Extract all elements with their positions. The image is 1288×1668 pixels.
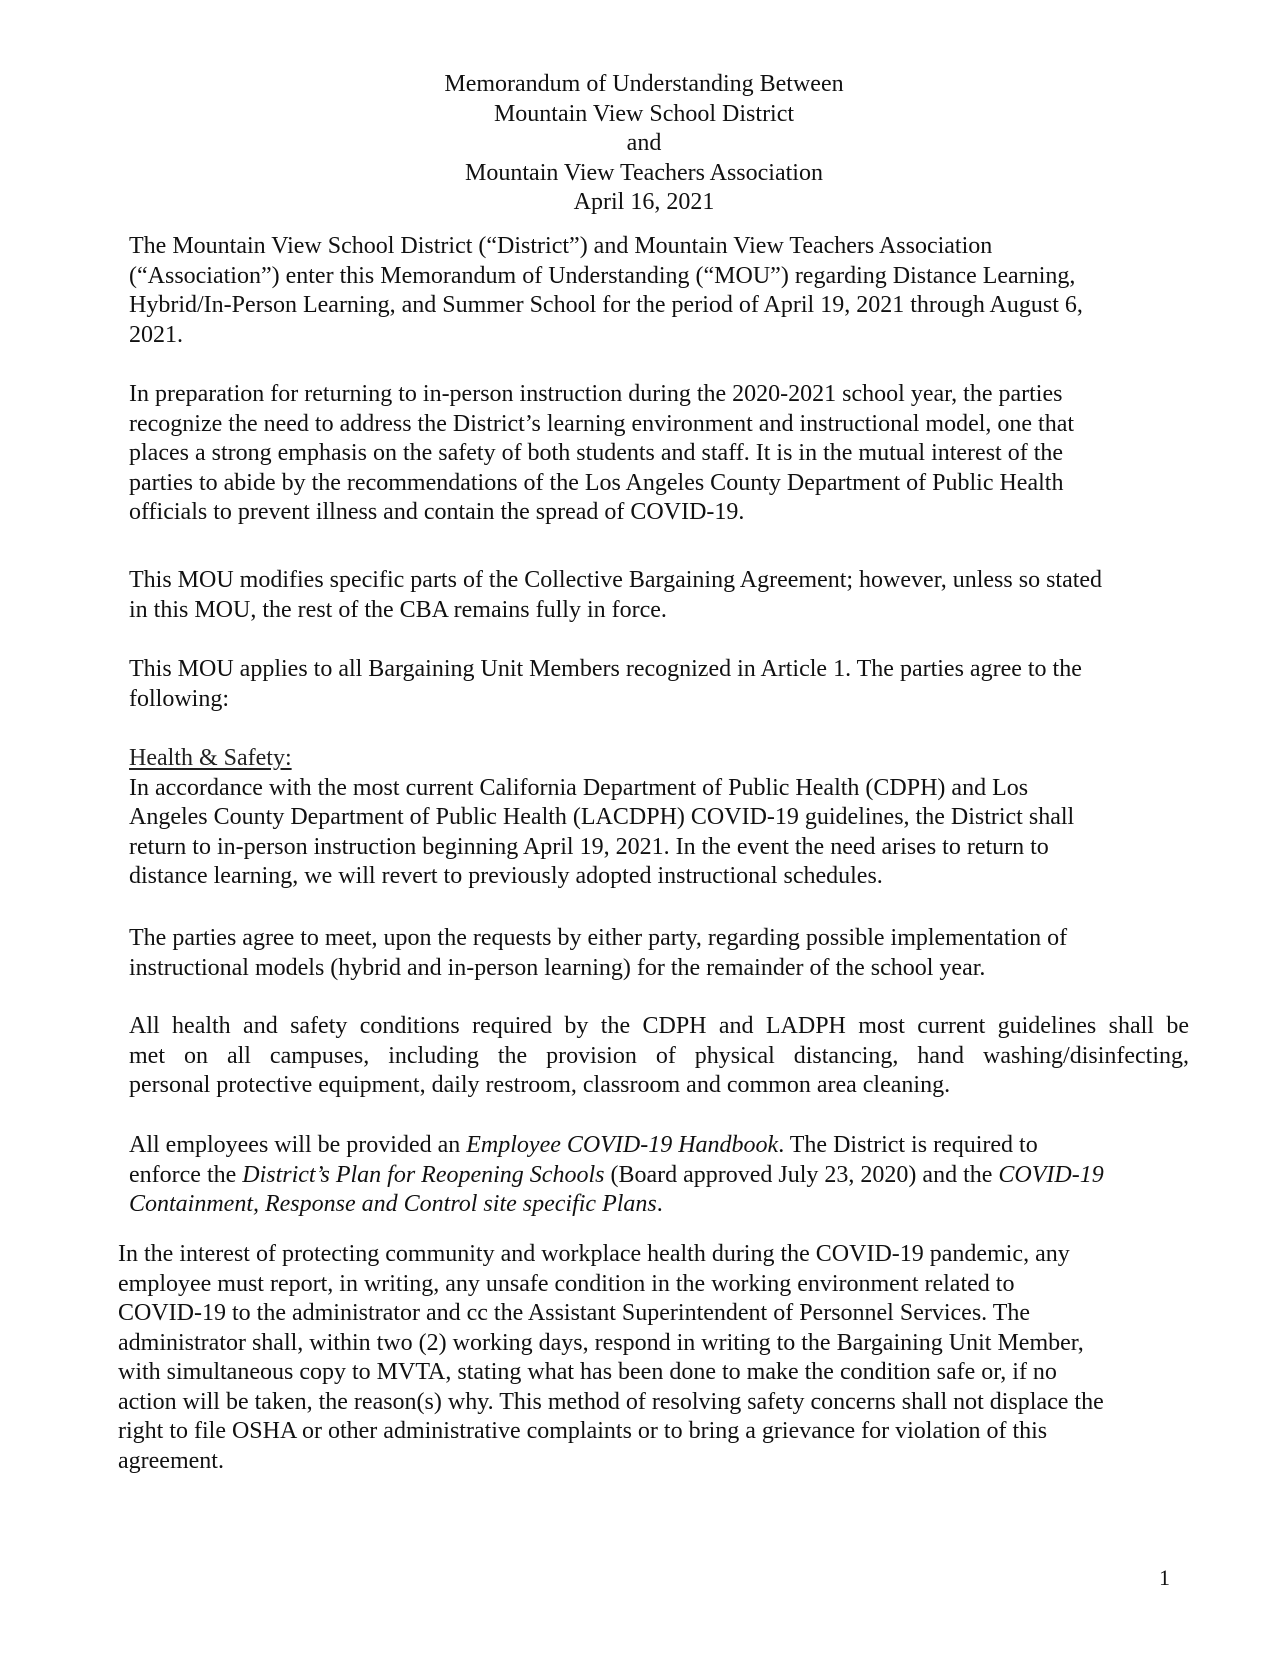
applies-paragraph: This MOU applies to all Bargaining Unit Members recognized in Article 1. The parties agree to the following: bbox=[129, 656, 1082, 712]
containment-plan-title: COVID-19 bbox=[998, 1161, 1104, 1188]
title-line: Mountain View School District bbox=[493, 100, 795, 127]
title-line: Memorandum of Understanding Between bbox=[444, 71, 844, 97]
modifies-paragraph: This MOU modifies specific parts of the Collective Bargaining Agreement; however, unless so stated in this MOU, the rest of the CBA remains fully in force. bbox=[129, 567, 1103, 623]
conditions-paragraph: All health and safety conditions required by the CDPH and LADPH most current guidelines shall be met on all campuses, including the provision of physical distancing, hand washing/disinfecting, personal protective equipment, daily restroom, classroom and common area cleaning. bbox=[129, 1013, 1189, 1098]
title-line: Mountain View Teachers Association bbox=[465, 159, 823, 186]
memo-title bbox=[0, 70, 1288, 218]
intro-paragraph: The Mountain View School District (“District”) and Mountain View Teachers Association (“Association”) enter this Memorandum of Understanding (“MOU”) regarding Distance Learning, Hybrid/In-Person Learning, and Summer School for the period of April 19, 2021 through August 6, 2021. bbox=[129, 233, 1083, 348]
handbook-paragraph: All employees will be provided an Employee COVID-19 Handbook. The District is required to enforce the District’s Plan for Reopening Schools (Board approved July 23, 2020) and the COVID-19 Containment, Response and Control site specific Plans. bbox=[129, 1132, 1104, 1217]
meet-paragraph: The parties agree to meet, upon the requests by either party, regarding possible implementation of instructional models (hybrid and in-person learning) for the remainder of the school year. bbox=[129, 925, 1068, 981]
reopening-plan-title: District’s Plan for Reopening Schools bbox=[242, 1161, 605, 1188]
page-number: 1 bbox=[1159, 1565, 1170, 1590]
health-safety-section: Health & Safety: In accordance with the most current California Department of Public Health (CDPH) and Los Angeles County Department of Public Health (LACDPH) COVID-19 guidelines, the District shall return to in-person instruction beginning April 19, 2021. In the event the need arises to return to distance learning, we will revert to previously adopted instructional schedules. bbox=[129, 744, 1189, 892]
interest-paragraph: In the interest of protecting community and workplace health during the COVID-19 pandemic, any employee must report, in writing, any unsafe condition in the working environment related to COVID-19 to the administrator and cc the Assistant Superintendent of Personnel Services. The administrator shall, within two (2) working days, respond in writing to the Bargaining Unit Member, with simultaneous copy to MVTA, stating what has been done to make the condition safe or, if no action will be taken, the reason(s) why. This method of resolving safety concerns shall not displace the right to file OSHA or other administrative complaints or to bring a grievance for violation of this agreement. bbox=[118, 1241, 1104, 1474]
handbook-title: Employee COVID-19 Handbook bbox=[466, 1132, 779, 1158]
memo-date: April 16, 2021 bbox=[573, 189, 715, 215]
title-line: and bbox=[626, 130, 662, 156]
containment-plan-title-cont: Containment, Response and Control site specific Plans bbox=[129, 1191, 657, 1217]
preparation-paragraph: In preparation for returning to in-person instruction during the 2020-2021 school year, the parties recognize the need to address the District’s learning environment and instructional model, one that places a strong emphasis on the safety of both students and staff. It is in the mutual interest of the parties to abide by the recommendations of the Los Angeles County Department of Public Health officials to prevent illness and contain the spread of COVID-19. bbox=[129, 381, 1075, 525]
section-heading: Health & Safety: bbox=[129, 745, 292, 771]
